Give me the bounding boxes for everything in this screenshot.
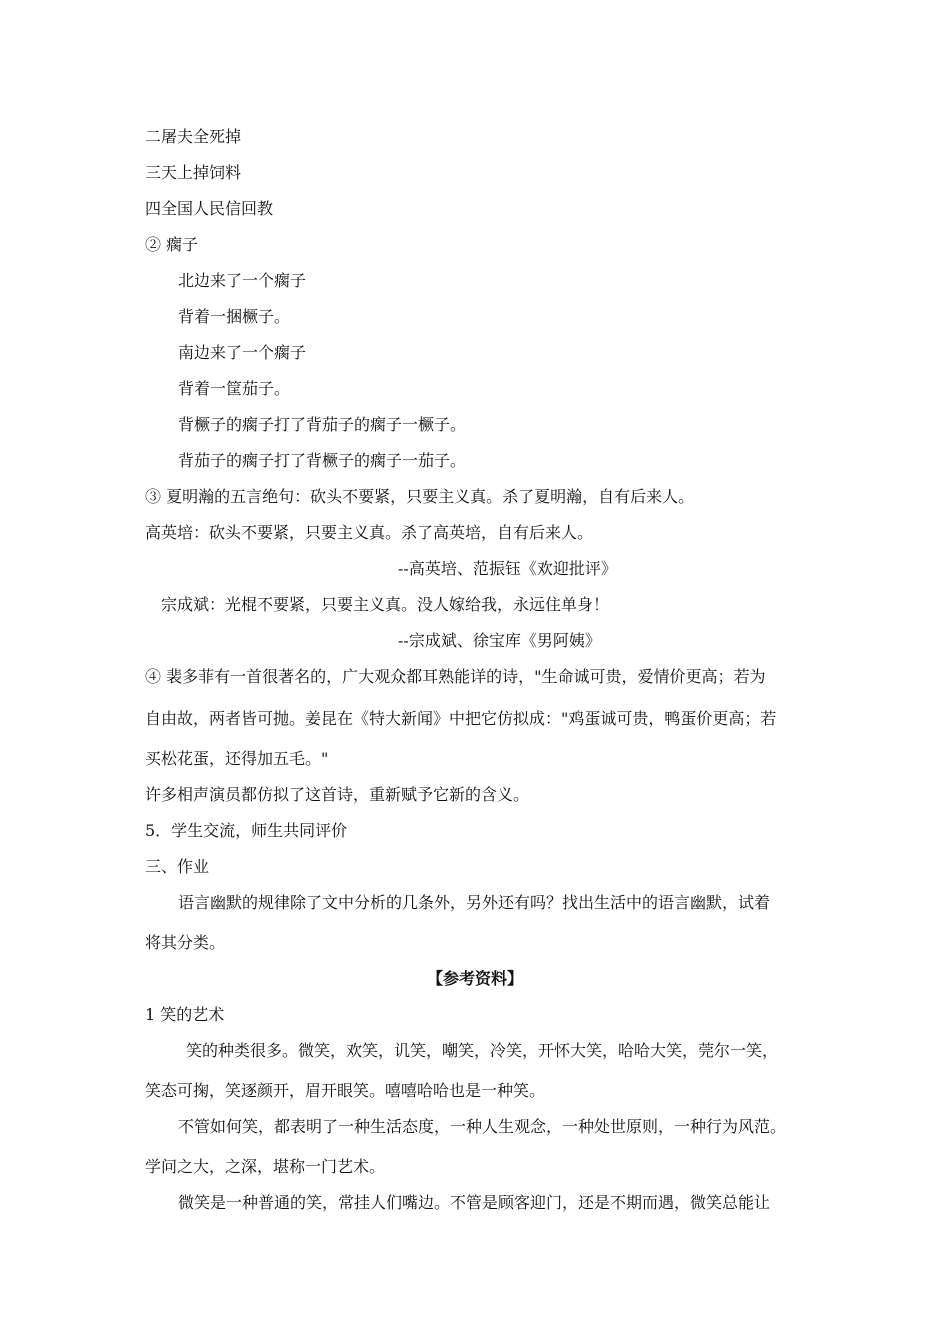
text-line: 微笑是一种普通的笑，常挂人们嘴边。不管是顾客迎门，还是不期而遇，微笑总能让	[178, 1193, 771, 1212]
text-line: 南边来了一个瘸子	[178, 343, 307, 362]
section-heading: 三、作业	[145, 857, 210, 876]
text-line: 宗成斌：光棍不要紧，只要主义真。没人嫁给我，永远住单身！	[161, 595, 610, 614]
text-line: 背茄子的瘸子打了背橛子的瘸子一茄子。	[178, 451, 467, 470]
text-line: 许多相声演员都仿拟了这首诗，重新赋予它新的含义。	[145, 785, 530, 804]
citation: --高英培、范振钰《欢迎批评》	[398, 559, 617, 578]
text-line: 北边来了一个瘸子	[178, 271, 307, 290]
text-line: 将其分类。	[145, 933, 226, 952]
text-line: 买松花蛋，还得加五毛。"	[145, 749, 329, 768]
text-line: 四全国人民信回教	[145, 199, 274, 218]
subsection-heading: 1 笑的艺术	[145, 1005, 225, 1024]
text-line: 学问之大，之深，堪称一门艺术。	[145, 1157, 386, 1176]
text-line: 不管如何笑，都表明了一种生活态度，一种人生观念，一种处世原则，一种行为风范。	[178, 1117, 787, 1136]
citation: --宗成斌、徐宝库《男阿姨》	[398, 631, 601, 650]
text-line: 背着一捆橛子。	[178, 307, 291, 326]
text-line: 背着一筐茄子。	[178, 379, 291, 398]
reference-heading: 【参考资料】	[426, 969, 523, 988]
list-marker-2: ② 瘸子	[145, 235, 199, 254]
text-line: 三天上掉饲料	[145, 163, 242, 182]
text-line: 笑的种类很多。微笑，欢笑，讥笑，嘲笑，冷笑，开怀大笑，哈哈大笑，莞尔一笑，	[186, 1041, 779, 1060]
text-line: 笑态可掬，笑逐颜开，眉开眼笑。嘻嘻哈哈也是一种笑。	[145, 1081, 546, 1100]
text-line: 语言幽默的规律除了文中分析的几条外，另外还有吗？找出生活中的语言幽默，试着	[178, 893, 771, 912]
text-line: ④ 裴多菲有一首很著名的，广大观众都耳熟能详的诗，"生命诚可贵，爱情价更高；若为	[145, 667, 766, 686]
text-line: 高英培：砍头不要紧，只要主义真。杀了高英培，自有后来人。	[145, 523, 594, 542]
text-line: 背橛子的瘸子打了背茄子的瘸子一橛子。	[178, 415, 467, 434]
text-line: 自由故，两者皆可抛。姜昆在《特大新闻》中把它仿拟成："鸡蛋诚可贵，鸭蛋价更高；若	[145, 709, 777, 728]
text-line: ③ 夏明瀚的五言绝句：砍头不要紧，只要主义真。杀了夏明瀚，自有后来人。	[145, 487, 695, 506]
section-item: 5．学生交流，师生共同评价	[145, 821, 348, 840]
text-line: 二屠夫全死掉	[145, 127, 242, 146]
